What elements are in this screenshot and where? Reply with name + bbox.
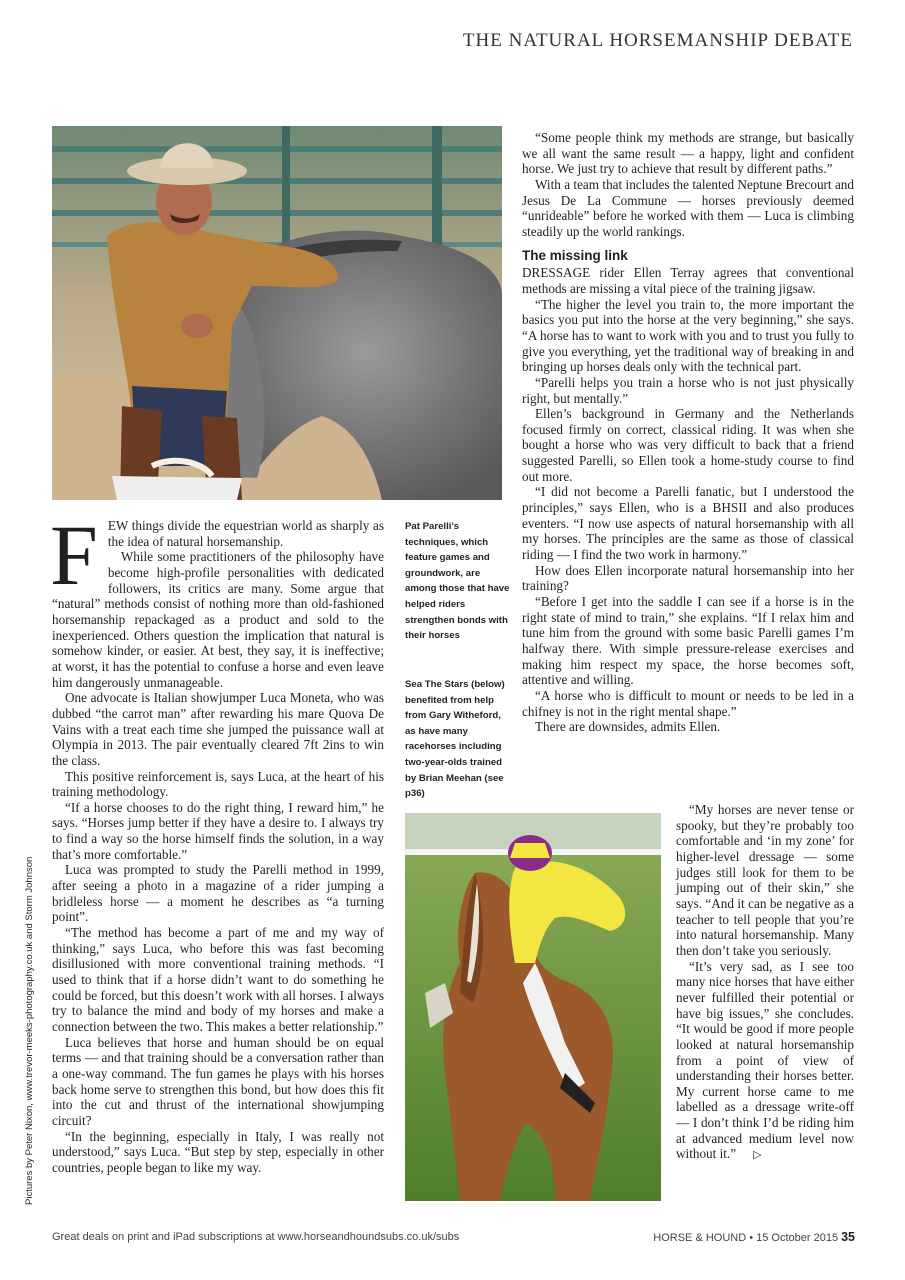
paragraph: DRESSAGE rider Ellen Terray agrees that conventional methods are missing a vital piece of the training jigsaw. <box>522 265 854 296</box>
paragraph: One advocate is Italian showjumper Luca Moneta, who was dubbed “the carrot man” after rewarding his mare Quova De Vains with a treat each time she jumped the puissance wall at Olympia in 2013. The pair eventually cleared 7ft 2ins to win the class. <box>52 690 384 768</box>
paragraph: “My horses are never tense or spooky, but they’re probably too comfortable and ‘in my zone’ for higher-level dressage — some judges still look for them to be jumping out of their skin,” she says. “And it can be negative as a teacher to tell people that you’re into natural horsemanship. Many then don’t take you seriously. <box>676 802 854 958</box>
photo-caption-parelli: Pat Parelli’s techniques, which feature games and groundwork, are among those that have helped riders strengthen bonds with their horses <box>405 521 510 642</box>
paragraph: Luca believes that horse and human should be on equal terms — and that training should be a conversation rather than a one-way command. The fun games he plays with his horses back home serve to strengthen this bond, but how does this fit into the cut and thrust of the international showjumping circuit? <box>52 1034 384 1128</box>
paragraph: “A horse who is difficult to mount or needs to be led in a chifney is not in the right mental shape.” <box>522 687 854 719</box>
article-column-left <box>50 507 384 1176</box>
paragraph: With a team that includes the talented Neptune Brecourt and Jesus De La Commune — horses previously deemed “unrideable” before he worked with them — Luca is climbing steadily up the world rankings. <box>522 176 854 239</box>
photo-caption-sea-the-stars: Sea The Stars (below) benefited from help from Gary Witheford, as have many racehorses including two-year-olds trained by Brian Meehan (see p36) <box>405 679 505 800</box>
page-number: 35 <box>841 1230 855 1244</box>
photo-parelli-with-horse <box>52 126 502 500</box>
footer-publication <box>653 1230 855 1244</box>
subheading: The missing link <box>522 247 628 263</box>
drop-cap: F <box>50 507 98 603</box>
photo-sea-the-stars <box>405 813 661 1201</box>
publication-date: HORSE & HOUND • 15 October 2015 <box>653 1232 839 1244</box>
end-of-article-icon: ▷ <box>753 1149 762 1162</box>
paragraph: “I did not become a Parelli fanatic, but I understood the principles,” says Ellen, who is a BHSII and also produces eventers. “I now use aspects of natural horsemanship with all my horses. The principles are the same as those of classical riding — I find the two work in harmony.” <box>522 484 854 563</box>
paragraph: While some practitioners of the philosophy have become high-profile personalities with dedicated followers, its critics are many. Some argue that “natural” methods consist of nothing more than old-fashioned horsemanship repackaged as a product and sold to the inexperienced. Others question the implication that natural is somehow kinder, or easier. At best, they say, it is ineffective; at worst, it has the potential to confuse a horse and even leave him dangerously unmanageable. <box>52 549 384 690</box>
paragraph: This positive reinforcement is, says Luca, at the heart of his training methodology. <box>52 768 384 800</box>
paragraph: “Parelli helps you train a horse who is not just physically right, but mentally.” <box>522 374 854 406</box>
article-column-right-bottom <box>676 802 854 1164</box>
paragraph: “The higher the level you train to, the more important the basics you put into the horse at the very beginning,” she says. “A horse has to want to work with you and to trust you fully to give you everything, yet the traditional way of breaking in and bringing up horses deals only with the technical part. <box>522 296 854 375</box>
paragraph: “In the beginning, especially in Italy, I was really not understood,” says Luca. “But step by step, especially in other countries, people began to like my way. <box>52 1128 384 1175</box>
paragraph: “Some people think my methods are strange, but basically we all want the same result — a happy, light and confident horse. We just try to achieve that result by different paths.” <box>522 130 854 177</box>
running-header: THE NATURAL HORSEMANSHIP DEBATE <box>462 30 853 51</box>
article-column-right <box>522 130 854 735</box>
paragraph: How does Ellen incorporate natural horsemanship into her training? <box>522 562 854 594</box>
paragraph: “If a horse chooses to do the right thing, I reward him,” he says. “Horses jump better if they have a desire to. I always try to find a way so the horse himself finds the solution, in a way that’s more comfortable.” <box>52 799 384 862</box>
paragraph: “Before I get into the saddle I can see if a horse is in the right state of mind to train,” she explains. “If I relax him and tune him from the ground with some basic Parelli games I’m halfway there. With simple pressure-release exercises and making him respect my space, the horse becomes soft, attentive and willing. <box>522 594 854 688</box>
paragraph: Luca was prompted to study the Parelli method in 1999, after seeing a photo in a magazine of a rider jumping a bridleless horse — a moment he describes as “a turning point”. <box>52 862 384 925</box>
paragraph: EW things divide the equestrian world as sharply as the idea of natural horsemanship. <box>107 518 384 549</box>
footer-subscription-link[interactable]: Great deals on print and iPad subscriptions at www.horseandhoundsubs.co.uk/subs <box>52 1231 460 1243</box>
paragraph: “It’s very sad, as I see too many nice horses that have either never fulfilled their potential or have big issues,” she concludes. “It would be good if more people looked at natural horsemanship from a point of view of understanding their horses better. My current horse came to me labelled as a dressage write-off — I don’t think I’d be riding him at advanced medium level now without it.” ▷ <box>676 959 854 1165</box>
paragraph: “The method has become a part of me and my way of thinking,” says Luca, who before this was fast becoming disillusioned with more conventional training methods. “I used to think that if a horse didn’t want to do something he could be forced, but this doesn’t work with all horses. I always try to balance the mind and body of my horses and make a connection between the two. This makes a better relationship.” <box>52 925 384 1034</box>
photo-credit: Pictures by Peter Nixon, www.trevor-meeks-photography.co.uk and Storm Johnson <box>24 856 35 1205</box>
paragraph: Ellen’s background in Germany and the Netherlands focused firmly on correct, classical riding. It was when she bought a horse who was very difficult to back that a friend suggested Parelli, so Ellen took a home-study course to find out more. <box>522 406 854 484</box>
paragraph: There are downsides, admits Ellen. <box>535 719 721 735</box>
